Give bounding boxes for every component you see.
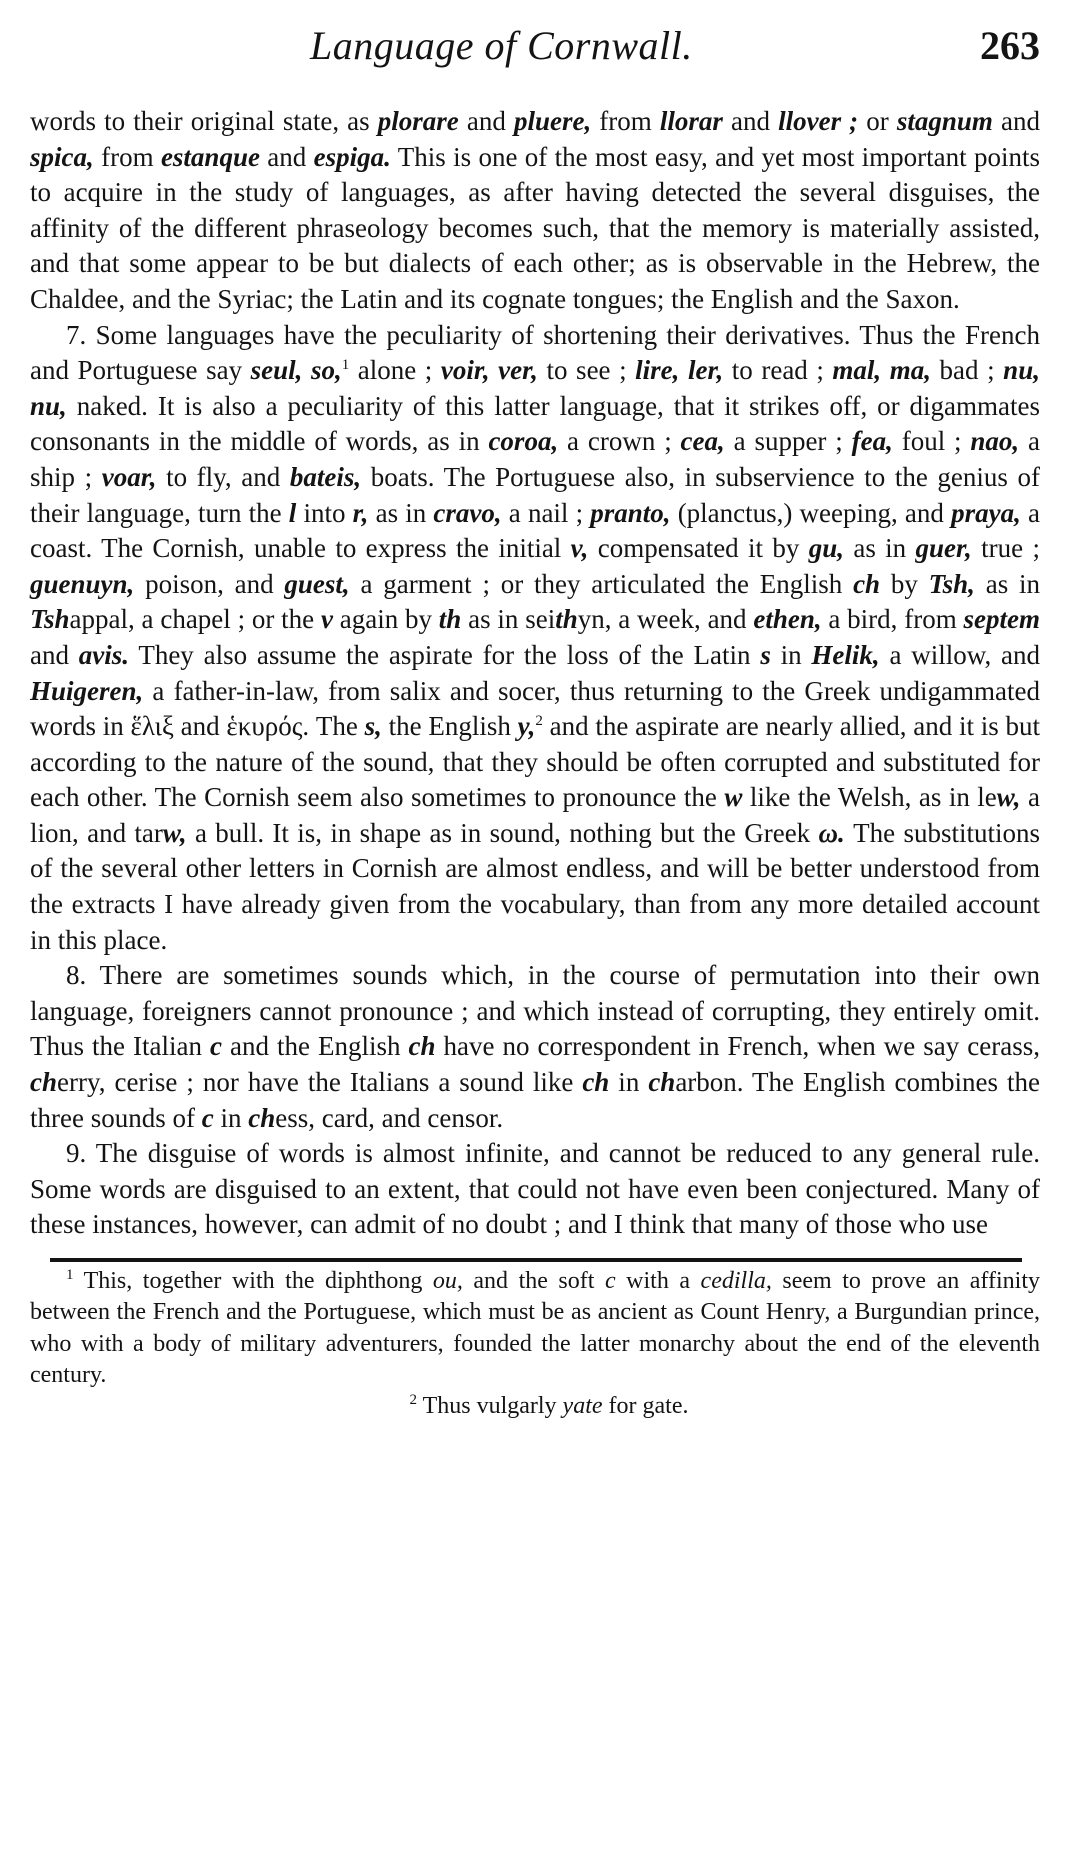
paragraph-8: 8. There are sometimes sounds which, in the course of permutation into their own language, foreigners cannot pronounce ; and which instead of corrupting, they entirely omit. Thus the Italian c and the English ch have no correspondent in French, when we say cerass, cherry, cerise ; nor have the Italians a sound like ch in charbon. The English combines the three sounds of c in chess, card, and censor. (30, 960, 1040, 1133)
running-title: Language of Cornwall. (310, 23, 693, 68)
footnote-ref-1[interactable]: 1 (341, 357, 350, 374)
footnotes (30, 1266, 1040, 1422)
paragraph-7: 7. Some languages have the peculiarity of shortening their derivatives. Thus the French and Portuguese say seul, so,$^1$ alone ; voir, ver, to see ; lire, ler, to read ; mal, ma, bad ; nu, nu, naked. It is also a peculiarity of this latter language, that it strikes off, or digammates consonants in the middle of words, as in coroa, a crown ; cea, a supper ; fea, foul ; nao, a ship ; voar, to fly, and bateis, boats. The Portuguese also, in subservience to the genius of their language, turn the l into r, as in cravo, a nail ; pranto, (planctus,) weeping, and praya, a coast. The Cornish, unable to express the initial v, compensated it by gu, as in guer, true ; guenuyn, poison, and guest, a garment ; or they articulated the English ch by Tsh, as in Tshappal, a chapel ; or the v again by th as in seithyn, a week, and ethen, a bird, from septem and avis. They also assume the aspirate for the loss of the Latin s in Helik, a willow, and Huigeren, a father-in-law, from salix and socer, thus returning to the Greek undigammated words in ἕλιξ and ἑκυρός. The s, the English y,$^2$ and the aspirate are nearly allied, and it is but according to the nature of the sound, that they should be often corrupted and substituted for each other. The Cornish seem also sometimes to pronounce the w like the Welsh, as in lew, a lion, and tarw, a bull. It is, in shape as in sound, nothing but the Greek ω. The substitutions of the several other letters in Cornish are almost endless, and will be better understood from the extracts I have already given from the vocabulary, than from any more detailed account in this place. (30, 319, 1041, 955)
page-header (30, 22, 1040, 78)
footnote-2: $^2$ Thus vulgarly yate for gate. (409, 1392, 689, 1420)
paragraph-9: 9. The disguise of words is almost infinite, and cannot be reduced to any general rule. Some words are disguised to an extent, that could not have even been conjectured. Many of these instances, however, can admit of no doubt ; and I think that many of those who use (30, 1138, 1040, 1240)
footnote-ref-2[interactable]: 2 (535, 713, 543, 730)
footnote-1: $^1$ This, together with the diphthong ou, and the soft c with a cedilla, seem to prove an affinity between the French and the Portuguese, which must be as ancient as Count Henry, a Burgundian prince, who with a body of military adventurers, founded the latter monarchy about the end of the eleventh century. (30, 1267, 1040, 1388)
paragraph-6-continuation: words to their original state, as plorare and pluere, from llorar and llover ; or stagnum and spica, from estanque and espiga. This is one of the most easy, and yet most important points to acquire in the study of languages, as after having detected the several disguises, the affinity of the different phraseology becomes such, that the memory is materially assisted, and that some appear to be but dialects of each other; as is observable in the Hebrew, the Chaldee, and the Syriac; the Latin and its cognate tongues; the English and the Saxon. (30, 106, 1041, 314)
footnote-divider (50, 1258, 1022, 1262)
page-number: 263 (980, 23, 1040, 68)
footnote-1-marker: 1 (66, 1267, 74, 1283)
footnote-2-marker: 2 (409, 1392, 417, 1409)
main-text (30, 104, 1040, 1243)
